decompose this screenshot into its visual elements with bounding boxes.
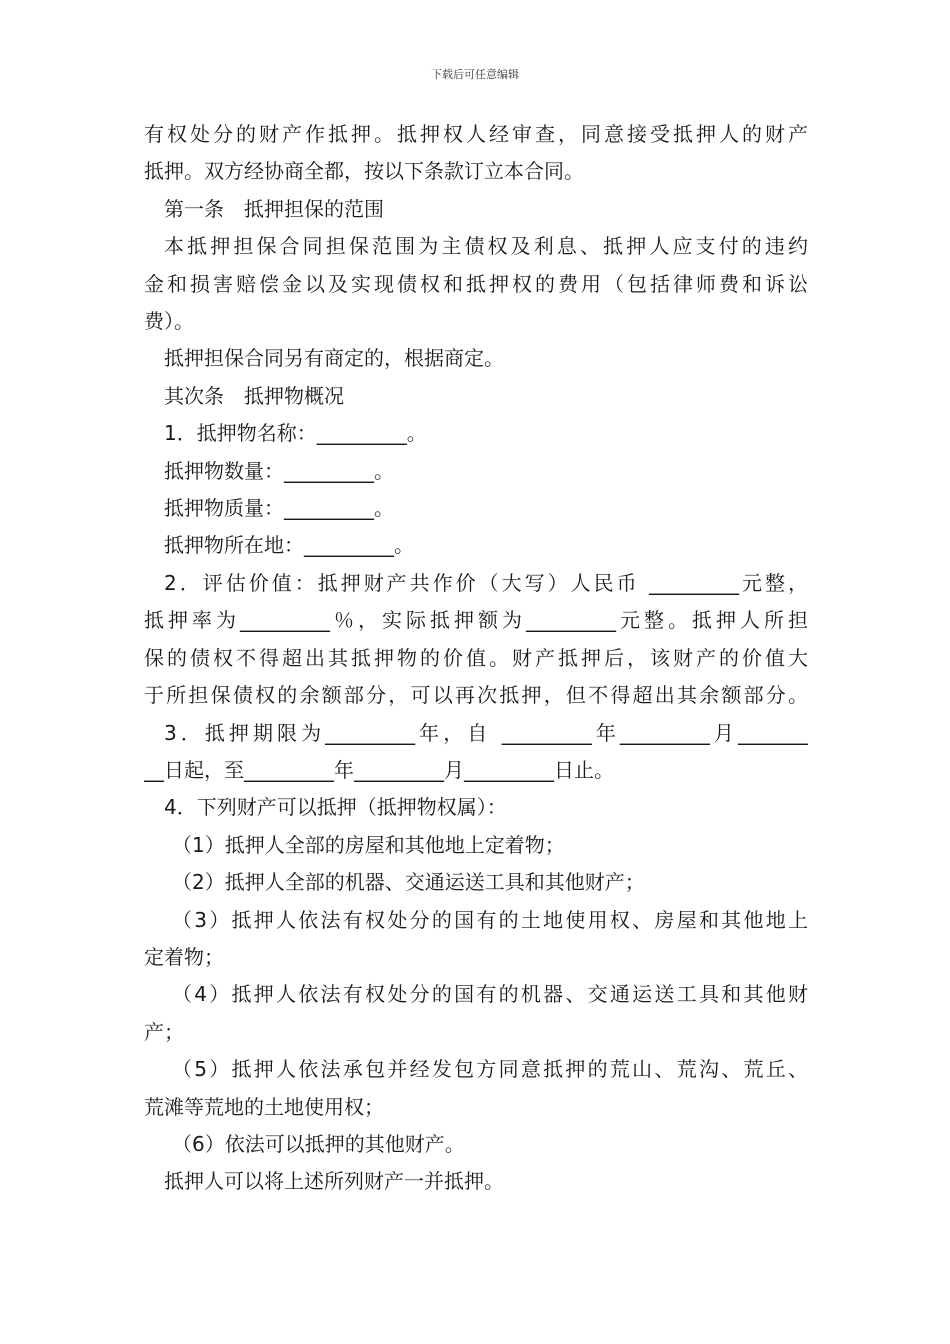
form-field-line: 抵押物质量：_________。 [164, 496, 394, 521]
text-line: 4．下列财产可以抵押（抵押物权属）： [164, 795, 507, 820]
text-line: 保的债权不得超出其抵押物的价值。财产抵押后，该财产的价值大 [144, 645, 808, 670]
list-item: （4）抵押人依法有权处分的国有的机器、交通运送工具和其他财 [172, 982, 808, 1007]
list-item: （3）抵押人依法有权处分的国有的土地使用权、房屋和其他地上 [172, 907, 808, 932]
text-line: 有权处分的财产作抵押。抵押权人经审查，同意接受抵押人的财产 [144, 122, 808, 146]
header-note: 下载后可任意编辑 [431, 68, 519, 81]
document-body [144, 116, 808, 1201]
section-heading: 其次条 抵押物概况 [164, 383, 344, 408]
form-field-line: 抵押物数量：_________。 [164, 458, 394, 483]
list-item: （2）抵押人全部的机器、交通运送工具和其他财产； [172, 870, 645, 895]
text-line: 抵押担保合同另有商定的，根据商定。 [164, 346, 504, 371]
text-line: 抵押。双方经协商全都，按以下条款订立本合同。 [144, 159, 584, 184]
form-field-line: 2．评估价值：抵押财产共作价（大写）人民币 _________元整， [164, 570, 808, 595]
form-field-line: 3．抵押期限为_________年，自 _________年_________月_______ [164, 720, 808, 745]
form-field-line: 抵押率为_________％，实际抵押额为_________元整。抵押人所担 [144, 608, 808, 633]
text-line: 抵押人可以将上述所列财产一并抵押。 [164, 1169, 504, 1194]
text-line: 于所担保债权的余额部分，可以再次抵押，但不得超出其余额部分。 [144, 683, 808, 708]
list-item-continuation: 荒滩等荒地的土地使用权； [144, 1094, 384, 1119]
list-item: （6）依法可以抵押的其他财产。 [172, 1131, 465, 1156]
text-line: 费）。 [144, 309, 194, 334]
form-field-line: 1．抵押物名称：_________。 [164, 421, 427, 446]
list-item: （5）抵押人依法承包并经发包方同意抵押的荒山、荒沟、荒丘、 [172, 1057, 808, 1082]
section-heading: 第一条 抵押担保的范围 [164, 196, 384, 221]
text-line: 本抵押担保合同担保范围为主债权及利息、抵押人应支付的违约 [164, 234, 808, 259]
list-item-continuation: 产； [144, 1019, 184, 1044]
form-field-line: 抵押物所在地：_________。 [164, 533, 414, 558]
text-line: 金和损害赔偿金以及实现债权和抵押权的费用（包括律师费和诉讼 [144, 271, 808, 296]
list-item-continuation: 定着物； [144, 944, 224, 969]
form-field-line: __日起，至_________年_________月_________日止。 [144, 757, 614, 782]
list-item: （1）抵押人全部的房屋和其他地上定着物； [172, 832, 565, 857]
